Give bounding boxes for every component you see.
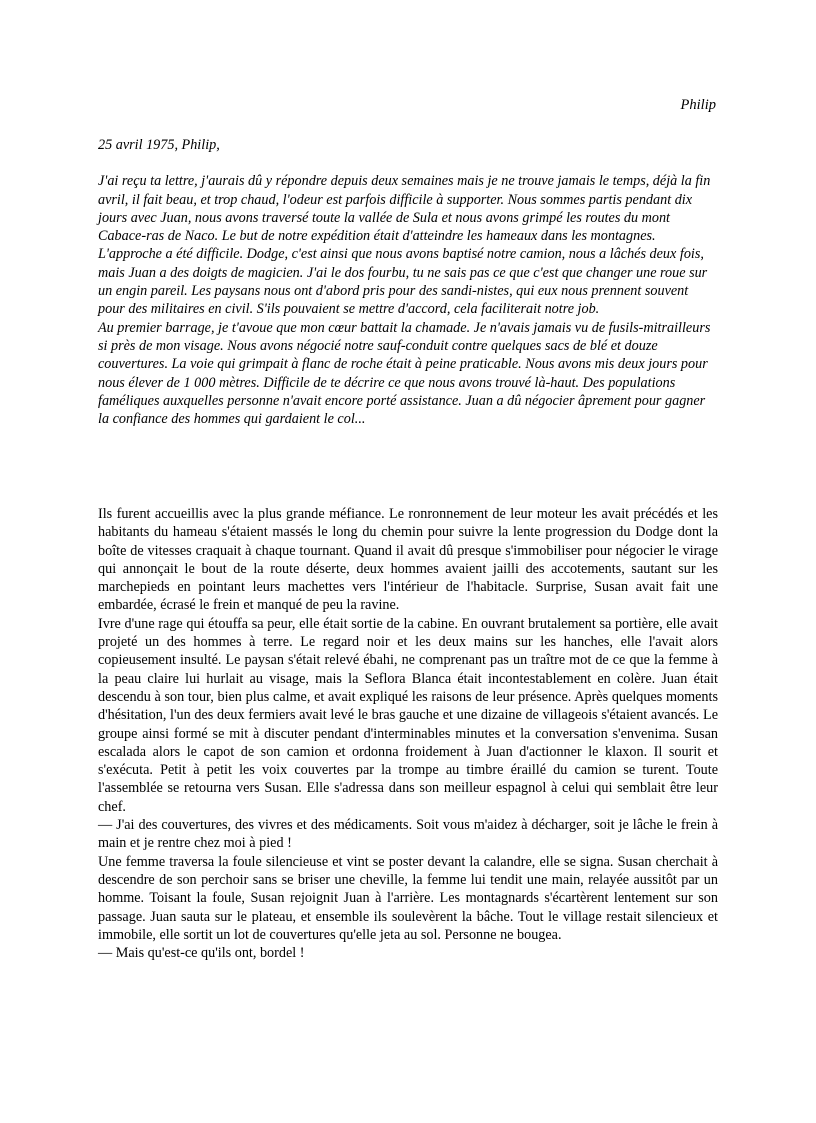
- narrative-paragraph: Ils furent accueillis avec la plus grande méfiance. Le ronronnement de leur moteur les avait précédés et les habitants du hameau s'étaient massés le long du chemin pour suivre la lente progression du Dodge dont la boîte de vitesses craquait à chaque tournant. Quand il avait dû presque s'immobiliser pour négocier le virage qui annonçait le bout de la route déserte, deux hommes avaient jailli des accotements, sautant sur les marchepieds en pointant leurs machettes vers l'intérieur de l'habitacle. Surprise, Susan avait fait une embardée, écrasé le frein et manqué de peu la ravine.: [98, 506, 718, 614]
- letter-paragraph: J'ai reçu ta lettre, j'aurais dû y répondre depuis deux semaines mais je ne trouve jamais le temps, déjà la fin avril, il fait beau, et trop chaud, l'odeur est parfois difficile à supporter. Nous sommes partis pendant dix jours avec Juan, nous avons traversé toute la vallée de Sula et nous avons grimpé les routes du mont Cabace-ras de Naco. Le but de notre expédition était d'atteindre les hameaux dans les montagnes. L'approche a été difficile. Dodge, c'est ainsi que nous avons baptisé notre camion, nous a lâchés deux fois, mais Juan a des doigts de magicien. J'ai le dos fourbu, tu ne sais pas ce que c'est que changer une roue sur un engin pareil. Les paysans nous ont d'abord pris pour des sandi-nistes, qui eux nous prennent souvent pour des militaires en civil. S'ils pouvaient se mettre d'accord, cela faciliterait notre job.: [98, 173, 711, 318]
- dialogue-line: — J'ai des couvertures, des vivres et des médicaments. Soit vous m'aidez à décharger, soit je lâche le frein à main et je rentre chez moi à pied !: [98, 817, 718, 852]
- narrative-section: [98, 505, 718, 962]
- header-name: Philip: [680, 97, 716, 113]
- letter-date-line: 25 avril 1975, Philip,: [98, 137, 220, 153]
- narrative-paragraph: Ivre d'une rage qui étouffa sa peur, elle était sortie de la cabine. En ouvrant brutalement sa portière, elle avait projeté un des hommes à terre. Le regard noir et les deux mains sur les hanches, elle l'avait alors copieusement insulté. Le paysan s'était relevé ébahi, ne comprenant pas un traître mot de ce que la femme à la peau claire lui hurlait au visage, mais la Seflora Blanca était incontestablement en colère. Juan était descendu à son tour, bien plus calme, et avait expliqué les raisons de leur présence. Après quelques moments d'hésitation, l'un des deux fermiers avait levé le bras gauche et une dizaine de villageois s'étaient avancés. Le groupe ainsi formé se mit à discuter pendant d'interminables minutes et la conversation s'envenima. Susan escalada alors le capot de son camion et ordonna froidement à Juan d'actionner le klaxon. Il sourit et s'exécuta. Petit à petit les voix couvertes par la trompe au timbre éraillé du camion se turent. Toute l'assemblée se retourna vers Susan. Elle s'adressa dans son meilleur espagnol à celui qui semblait être leur chef.: [98, 615, 718, 815]
- narrative-paragraph: Une femme traversa la foule silencieuse et vint se poster devant la calandre, elle se signa. Susan cherchait à descendre de son perchoir sans se briser une cheville, la femme lui tendit une main, relayée aussitôt par un homme. Toisant la foule, Susan rejoignit Juan à l'arrière. Les montagnards s'écartèrent lentement sur son passage. Juan sauta sur le plateau, et ensemble ils soulevèrent la bâche. Tout le village restait silencieux et immobile, elle sortit un lot de couvertures qu'elle jeta au sol. Personne ne bougea.: [98, 853, 718, 943]
- letter-paragraph: Au premier barrage, je t'avoue que mon cœur battait la chamade. Je n'avais jamais vu de fusils-mitrailleurs si près de mon visage. Nous avons négocié notre sauf-conduit contre quelques sacs de blé et douze couvertures. La voie qui grimpait à flanc de roche était à peine praticable. Nous avons mis deux jours pour nous élever de 1 000 mètres. Difficile de te décrire ce que nous avons trouvé là-haut. Des populations faméliques auxquelles personne n'avait encore porté assistance. Juan a dû négocier âprement pour gagner la confiance des hommes qui gardaient le col...: [98, 319, 711, 428]
- dialogue-line: — Mais qu'est-ce qu'ils ont, bordel !: [98, 945, 305, 962]
- letter-section: [98, 136, 718, 428]
